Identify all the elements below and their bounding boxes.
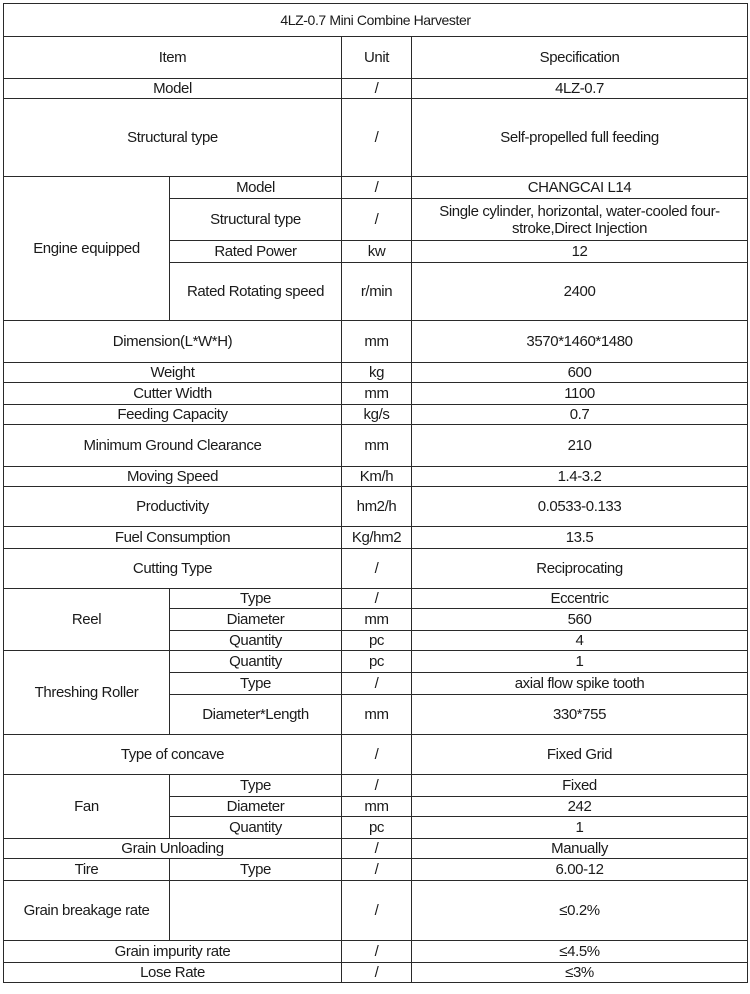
table-cell: ≤0.2%: [412, 881, 748, 941]
table-cell: Kg/hm2: [342, 527, 412, 549]
table-cell: r/min: [342, 263, 412, 321]
table-cell: Quantity: [170, 631, 342, 651]
table-cell: /: [342, 79, 412, 99]
table-cell: pc: [342, 817, 412, 839]
table-row: [4, 941, 748, 963]
table-row: [4, 859, 748, 881]
table-cell: Lose Rate: [4, 963, 342, 983]
header-row: [4, 37, 748, 79]
table-cell: 4LZ-0.7: [412, 79, 748, 99]
table-row: [4, 651, 748, 673]
table-cell: /: [342, 963, 412, 983]
table-row: [4, 527, 748, 549]
table-cell: 4: [412, 631, 748, 651]
table-row: [4, 963, 748, 983]
table-cell: Type: [170, 775, 342, 797]
table-cell: axial flow spike tooth: [412, 673, 748, 695]
table-cell: mm: [342, 321, 412, 363]
table-cell: 12: [412, 241, 748, 263]
table-cell: Rated Rotating speed: [170, 263, 342, 321]
table-cell: Eccentric: [412, 589, 748, 609]
table-cell: /: [342, 735, 412, 775]
title-row: [4, 4, 748, 37]
table-cell: Fixed Grid: [412, 735, 748, 775]
table-cell: Structural type: [4, 99, 342, 177]
table-cell: Grain breakage rate: [4, 881, 170, 941]
table-cell: Tire: [4, 859, 170, 881]
table-cell: Moving Speed: [4, 467, 342, 487]
table-cell: Cutter Width: [4, 383, 342, 405]
table-cell: Minimum Ground Clearance: [4, 425, 342, 467]
table-cell: [170, 881, 342, 941]
table-cell: 1: [412, 817, 748, 839]
table-cell: 1.4-3.2: [412, 467, 748, 487]
table-cell: /: [342, 549, 412, 589]
table-row: [4, 735, 748, 775]
table-cell: CHANGCAI L14: [412, 177, 748, 199]
table-cell: /: [342, 177, 412, 199]
table-cell: mm: [342, 383, 412, 405]
table-row: [4, 839, 748, 859]
table-cell: Cutting Type: [4, 549, 342, 589]
table-cell: 2400: [412, 263, 748, 321]
table-cell: Rated Power: [170, 241, 342, 263]
table-cell: pc: [342, 651, 412, 673]
table-row: [4, 99, 748, 177]
table-cell: Model: [4, 79, 342, 99]
table-cell: Grain Unloading: [4, 839, 342, 859]
table-row: [4, 881, 748, 941]
table-cell: Feeding Capacity: [4, 405, 342, 425]
table-cell: mm: [342, 695, 412, 735]
table-cell: Single cylinder, horizontal, water-cooled four-stroke,Direct Injection: [412, 199, 748, 241]
table-cell: /: [342, 589, 412, 609]
table-cell: Type of concave: [4, 735, 342, 775]
table-cell: Structural type: [170, 199, 342, 241]
table-row: [4, 589, 748, 609]
table-row: [4, 775, 748, 797]
table-cell: /: [342, 881, 412, 941]
table-cell: Model: [170, 177, 342, 199]
table-cell: 330*755: [412, 695, 748, 735]
table-row: [4, 177, 748, 199]
table-cell: mm: [342, 797, 412, 817]
table-row: [4, 405, 748, 425]
table-cell: Dimension(L*W*H): [4, 321, 342, 363]
table-cell: Fixed: [412, 775, 748, 797]
table-cell: Quantity: [170, 817, 342, 839]
table-cell: Diameter*Length: [170, 695, 342, 735]
table-cell: /: [342, 99, 412, 177]
table-cell: ≤3%: [412, 963, 748, 983]
table-cell: Quantity: [170, 651, 342, 673]
table-row: [4, 383, 748, 405]
table-cell: kw: [342, 241, 412, 263]
table-cell: Engine equipped: [4, 177, 170, 321]
table-cell: Reciprocating: [412, 549, 748, 589]
column-header: Unit: [342, 37, 412, 79]
table-cell: 6.00-12: [412, 859, 748, 881]
table-cell: /: [342, 859, 412, 881]
table-cell: mm: [342, 609, 412, 631]
table-row: [4, 363, 748, 383]
table-cell: 600: [412, 363, 748, 383]
table-cell: ≤4.5%: [412, 941, 748, 963]
table-cell: 13.5: [412, 527, 748, 549]
table-row: [4, 321, 748, 363]
table-row: [4, 79, 748, 99]
table-cell: Diameter: [170, 797, 342, 817]
table-row: [4, 549, 748, 589]
table-cell: Threshing Roller: [4, 651, 170, 735]
table-cell: Fan: [4, 775, 170, 839]
table-cell: pc: [342, 631, 412, 651]
table-cell: /: [342, 199, 412, 241]
table-cell: Type: [170, 859, 342, 881]
table-row: [4, 467, 748, 487]
table-cell: hm2/h: [342, 487, 412, 527]
column-header: Specification: [412, 37, 748, 79]
table-cell: Reel: [4, 589, 170, 651]
table-cell: mm: [342, 425, 412, 467]
table-cell: Km/h: [342, 467, 412, 487]
table-cell: 0.0533-0.133: [412, 487, 748, 527]
table-cell: Fuel Consumption: [4, 527, 342, 549]
table-cell: Productivity: [4, 487, 342, 527]
table-row: [4, 425, 748, 467]
table-cell: /: [342, 941, 412, 963]
table-cell: 0.7: [412, 405, 748, 425]
table-cell: /: [342, 775, 412, 797]
table-cell: Weight: [4, 363, 342, 383]
table-cell: Self-propelled full feeding: [412, 99, 748, 177]
table-cell: 242: [412, 797, 748, 817]
table-cell: /: [342, 839, 412, 859]
table-cell: Manually: [412, 839, 748, 859]
table-cell: 3570*1460*1480: [412, 321, 748, 363]
table-cell: 560: [412, 609, 748, 631]
table-cell: Type: [170, 589, 342, 609]
table-cell: Grain impurity rate: [4, 941, 342, 963]
table-cell: kg: [342, 363, 412, 383]
table-cell: Type: [170, 673, 342, 695]
table-cell: /: [342, 673, 412, 695]
table-cell: 210: [412, 425, 748, 467]
table-row: [4, 487, 748, 527]
column-header: Item: [4, 37, 342, 79]
table-cell: kg/s: [342, 405, 412, 425]
spec-table: [3, 3, 748, 983]
table-cell: Diameter: [170, 609, 342, 631]
table-cell: 1100: [412, 383, 748, 405]
table-cell: 1: [412, 651, 748, 673]
table-title: 4LZ-0.7 Mini Combine Harvester: [4, 4, 748, 37]
